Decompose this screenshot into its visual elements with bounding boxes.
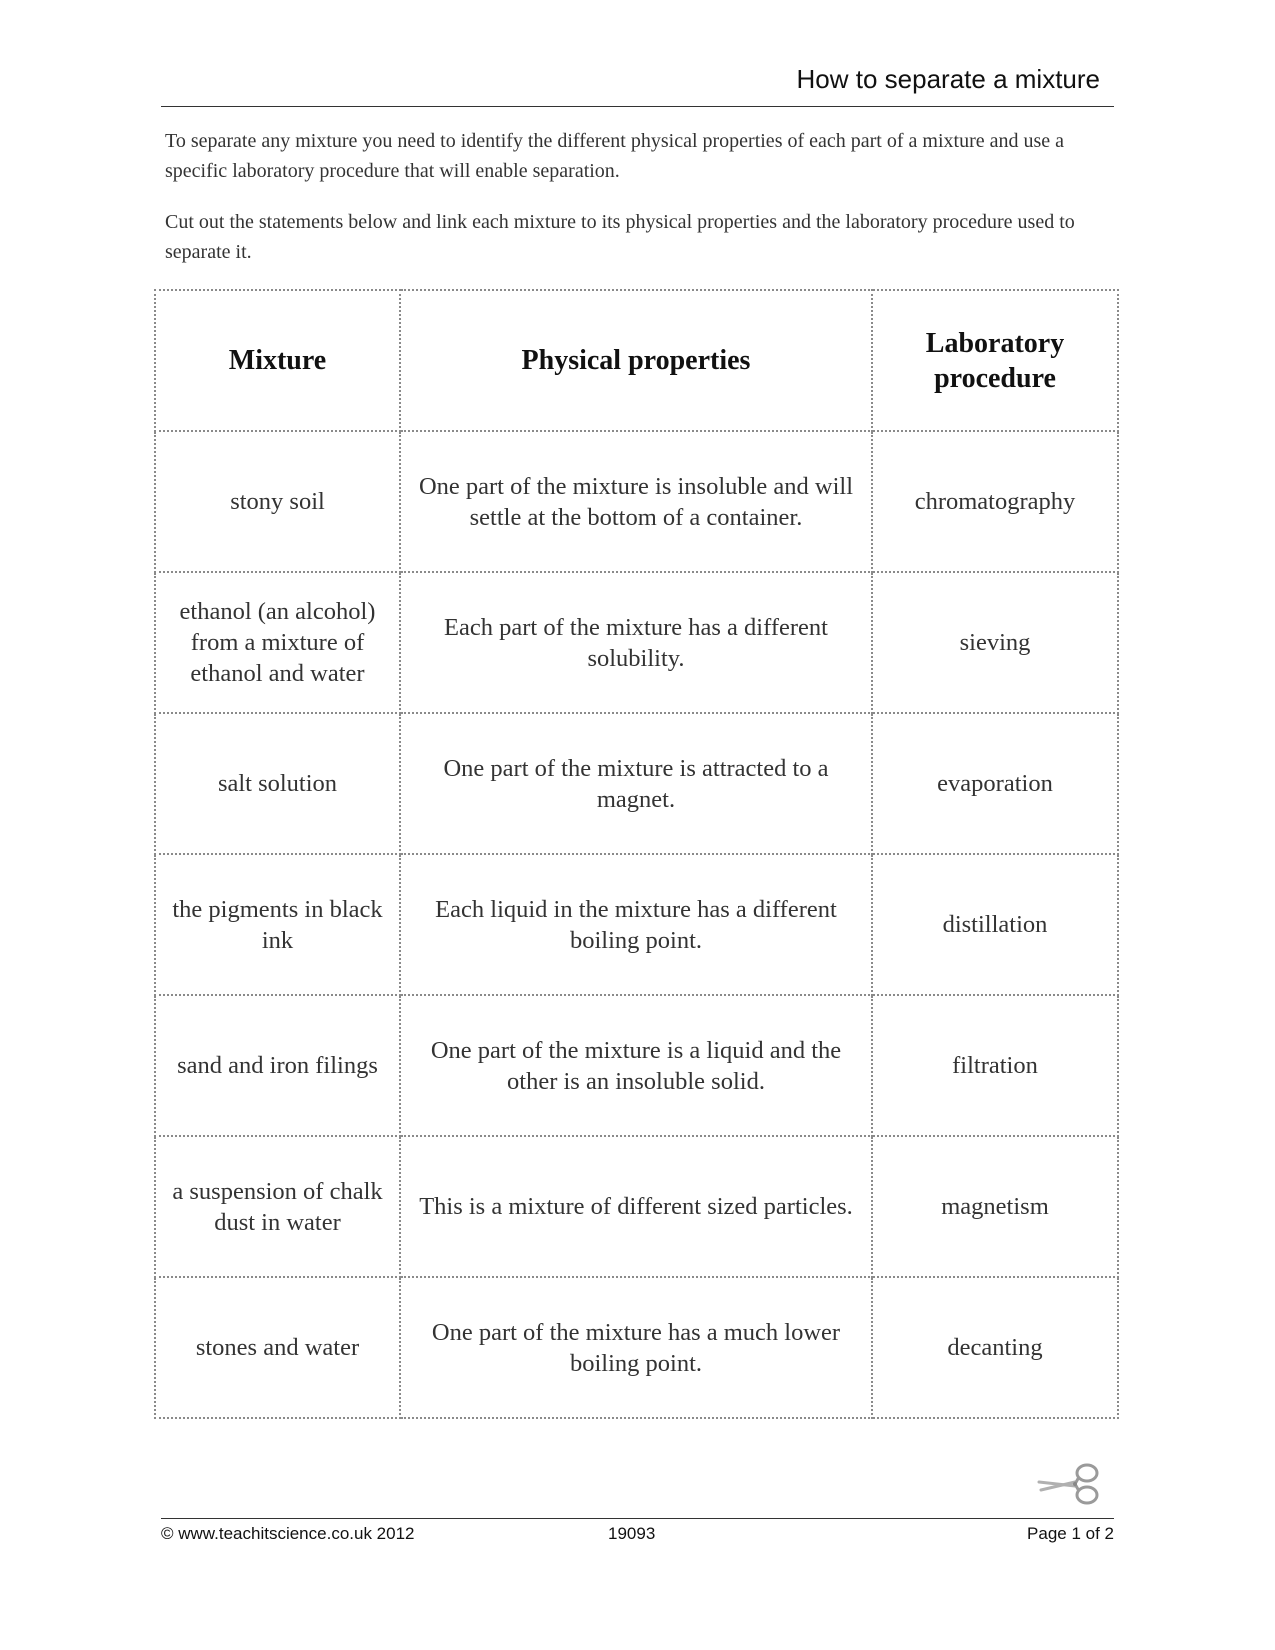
mixture-card: ethanol (an alcohol) from a mixture of ethanol and water [155,572,400,713]
cut-out-table [154,289,1119,1419]
mixture-card: salt solution [155,713,400,854]
header-physical-properties: Physical properties [400,290,872,431]
property-card: This is a mixture of different sized particles. [400,1136,872,1277]
mixture-card: a suspension of chalk dust in water [155,1136,400,1277]
mixture-card: the pigments in black ink [155,854,400,995]
header-mixture: Mixture [155,290,400,431]
footer-page-number: Page 1 of 2 [1027,1524,1114,1543]
footer-copyright: © www.teachitscience.co.uk 2012 [161,1524,415,1543]
scissors-icon [1035,1460,1105,1513]
table-row [155,431,1118,572]
table-row [155,854,1118,995]
table-row [155,1136,1118,1277]
table-row [155,1277,1118,1418]
procedure-card: magnetism [872,1136,1118,1277]
property-card: Each liquid in the mixture has a different boiling point. [400,854,872,995]
table-row [155,995,1118,1136]
procedure-card: sieving [872,572,1118,713]
table-header-row [155,290,1118,431]
header-laboratory-procedure: Laboratory procedure [872,290,1118,431]
intro-paragraph-1: To separate any mixture you need to identify the different physical properties of each part of a mixture and use a specific laboratory procedure that will enable separation. [165,130,1065,182]
property-card: Each part of the mixture has a different solubility. [400,572,872,713]
property-card: One part of the mixture is insoluble and will settle at the bottom of a container. [400,431,872,572]
table-row [155,713,1118,854]
mixture-card: stones and water [155,1277,400,1418]
table-row [155,572,1118,713]
procedure-card: distillation [872,854,1118,995]
page-title: How to separate a mixture [796,64,1100,94]
header-rule [161,106,1114,107]
procedure-card: evaporation [872,713,1118,854]
mixture-card: stony soil [155,431,400,572]
procedure-card: decanting [872,1277,1118,1418]
mixture-card: sand and iron filings [155,995,400,1136]
property-card: One part of the mixture is a liquid and the other is an insoluble solid. [400,995,872,1136]
footer-resource-code: 19093 [608,1524,656,1543]
property-card: One part of the mixture is attracted to a magnet. [400,713,872,854]
property-card: One part of the mixture has a much lower boiling point. [400,1277,872,1418]
intro-paragraph-2: Cut out the statements below and link each mixture to its physical properties and the laboratory procedure used to separate it. [165,211,1075,263]
footer-rule [161,1518,1114,1519]
procedure-card: filtration [872,995,1118,1136]
procedure-card: chromatography [872,431,1118,572]
